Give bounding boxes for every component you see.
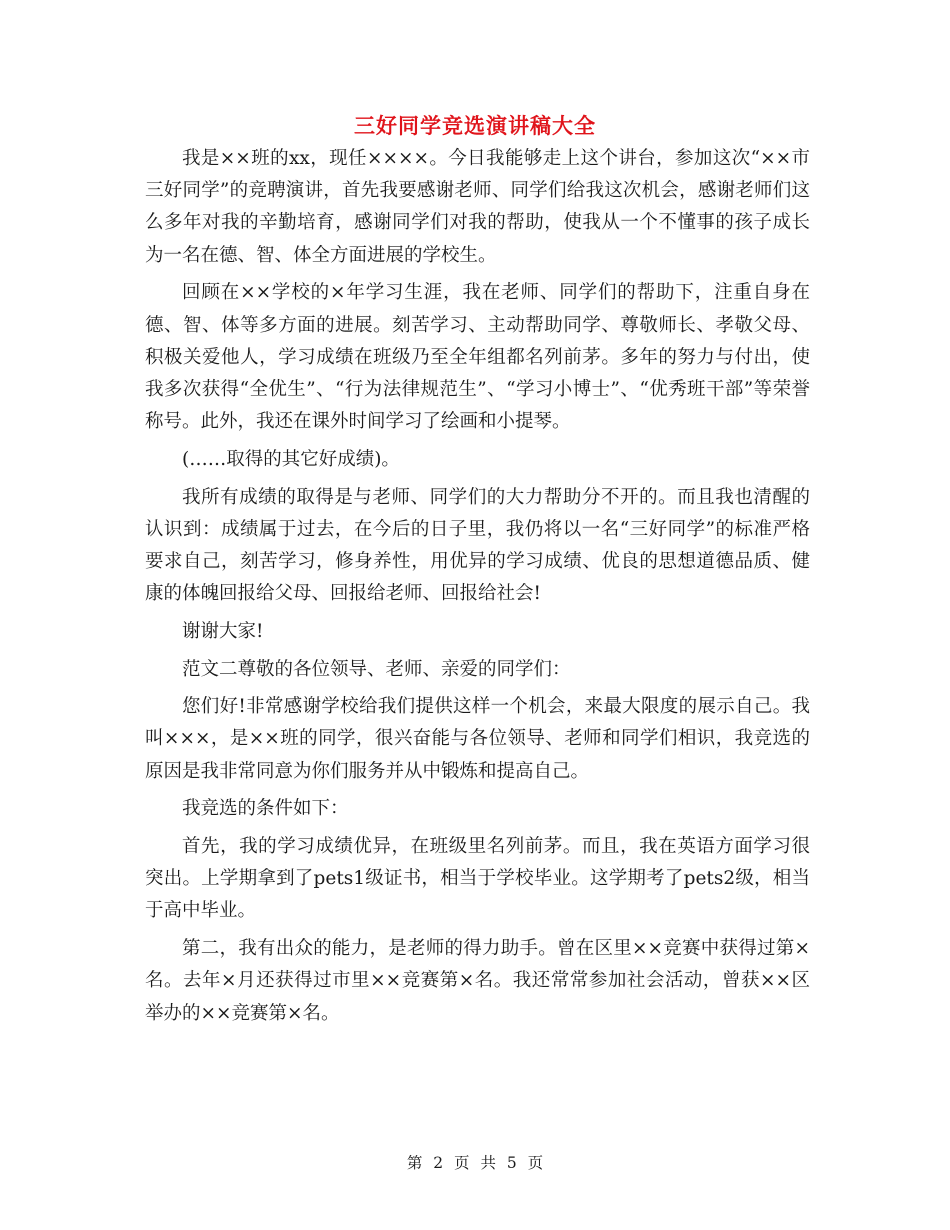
paragraph-self-introduction: 您们好!非常感谢学校给我们提供这样一个机会，来最大限度的展示自己。我叫×××，是××班的同学，很兴奋能与各位领导、老师和同学们相识，我竞选的原因是我非常同意为你们服务并从中锻炼和提高自己。 [145,696,810,782]
document-body [145,143,810,1035]
paragraph-sample-two-greeting: 范文二尊敬的各位领导、老师、亲爱的同学们： [182,658,571,680]
paragraph-other-achievements: (……取得的其它好成绩)。 [182,448,400,470]
paragraph-first-condition: 首先，我的学习成绩优异，在班级里名列前茅。而且，我在英语方面学习很突出。上学期拿到了pets1级证书，相当于学校毕业。这学期考了pets2级，相当于高中毕业。 [145,836,810,922]
page-footer: 第 2 页 共 5 页 [406,1154,544,1172]
paragraph-second-condition: 第二，我有出众的能力，是老师的得力助手。曾在区里××竞赛中获得过第×名。去年×月还获得过市里××竞赛第×名。我还常常参加社会活动，曾获××区举办的××竞赛第×名。 [145,938,810,1024]
paragraph-conditions-heading: 我竞选的条件如下： [182,798,349,820]
paragraph-thanks: 谢谢大家! [182,620,264,642]
paragraph-intro: 我是××班的xx，现任××××。今日我能够走上这个讲台，参加这次“××市三好同学”的竞聘演讲，首先我要感谢老师、同学们给我这次机会，感谢老师们这么多年对我的辛勤培育，感谢同学们对我的帮助，使我从一个不懂事的孩子成长为一名在德、智、体全方面进展的学校生。 [145,148,810,266]
paragraph-review: 回顾在××学校的×年学习生涯，我在老师、同学们的帮助下，注重自身在德、智、体等多方面的进展。刻苦学习、主动帮助同学、尊敬师长、孝敬父母、积极关爱他人，学习成绩在班级乃至全年组都名列前茅。多年的努力与付出，使我多次获得“全优生”、“行为法律规范生”、“学习小博士”、“优秀班干部”等荣誉称号。此外，我还在课外时间学习了绘画和小提琴。 [145,282,810,433]
document-title: 三好同学竞选演讲稿大全 [354,114,596,138]
paragraph-gratitude: 我所有成绩的取得是与老师、同学们的大力帮助分不开的。而且我也清醒的认识到：成绩属于过去，在今后的日子里，我仍将以一名“三好同学”的标准严格要求自己，刻苦学习，修身养性，用优异的学习成绩、优良的思想道德品质、健康的体魄回报给父母、回报给老师、回报给社会! [145,486,810,605]
